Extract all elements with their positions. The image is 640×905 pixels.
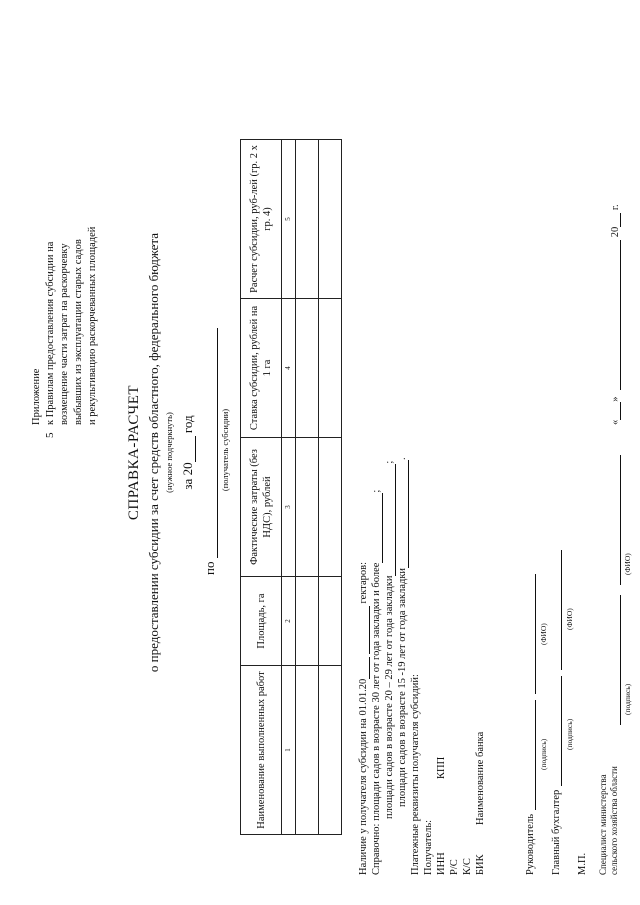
year-prefix: за 20: [180, 462, 195, 490]
specialist-sign-blank[interactable]: [609, 595, 621, 725]
reference-text-1: Справочно: площади садов в возрасте 30 лет от года закладки и более: [371, 562, 382, 875]
kpp-label: КПП: [436, 756, 447, 779]
header-cell-works: Наименование выполненных работ: [241, 666, 282, 835]
table-cell[interactable]: [296, 140, 319, 299]
availability-text: Наличие у получателя субсидии на 01.01.20: [358, 678, 369, 875]
document-page: [30, 30, 632, 875]
table-cell[interactable]: [296, 438, 319, 577]
specialist-fio-blank[interactable]: [609, 455, 621, 585]
ks-label: К/С: [462, 858, 473, 875]
accountant-fio-blank[interactable]: [550, 550, 562, 670]
table-cell[interactable]: [296, 577, 319, 666]
availability-year-blank[interactable]: [358, 657, 370, 679]
inn-line: [435, 457, 448, 875]
inn-label: ИНН: [436, 852, 447, 875]
table-cell[interactable]: [319, 299, 342, 438]
bik-label: БИК: [475, 854, 486, 875]
number-cell: 2: [282, 577, 296, 666]
appendix-line: и рекультивацию раскорчеванных площадей: [87, 226, 98, 425]
reference-end-1: ;: [371, 489, 382, 493]
date-year-prefix: 20: [610, 226, 621, 238]
year-blank[interactable]: [182, 436, 196, 462]
subsidy-table: [240, 139, 342, 835]
number-cell: 1: [282, 666, 296, 835]
availability-line: [357, 457, 370, 875]
rs-label: Р/С: [449, 859, 460, 875]
appendix-line: Приложение: [31, 368, 42, 425]
stamp-place: М.П.: [577, 852, 588, 875]
table-cell[interactable]: [319, 577, 342, 666]
recipient-line: [202, 328, 218, 575]
number-cell: 4: [282, 299, 296, 438]
head-fio-note: (ФИО): [539, 623, 548, 645]
number-cell: 3: [282, 438, 296, 577]
reference-end-2: ;: [384, 460, 395, 464]
head-sign-note: (подпись): [539, 738, 548, 770]
document-subtitle: о предоставлении субсидии за счет средств областного, федерального бюджета: [146, 232, 161, 673]
specialist-fio-note: (ФИО): [623, 553, 632, 575]
reference-blank-1[interactable]: [371, 493, 383, 563]
head-label: Руководитель: [525, 814, 536, 875]
specialist-sign-note: (подпись): [623, 683, 632, 715]
bank-label: Наименование банка: [475, 731, 486, 825]
table-number-row: [282, 140, 296, 835]
accountant-sign-note: (подпись): [565, 718, 574, 750]
reference-blank-3[interactable]: [397, 460, 409, 568]
appendix-line: выбывших из эксплуатации старых садов: [73, 239, 84, 425]
table-cell[interactable]: [319, 666, 342, 835]
accountant-sign-blank[interactable]: [550, 676, 562, 786]
head-sign-blank[interactable]: [524, 700, 536, 810]
appendix-block: [30, 25, 100, 425]
table-row: [319, 140, 342, 835]
subtitle-note: (нужное подчеркнуть): [164, 412, 174, 493]
reference-text-2: площади садов в возрасте 20 – 29 лет от года закладки: [384, 575, 395, 819]
availability-unit: гектаров:: [358, 561, 369, 604]
date-day-blank[interactable]: [609, 402, 621, 420]
head-fio-blank[interactable]: [524, 574, 536, 694]
header-cell-rate: Ставка субсидии, рублей на 1 га: [241, 299, 282, 438]
specialist-line-2: сельского хозяйства области: [609, 766, 619, 875]
date-year-blank[interactable]: [609, 213, 621, 227]
document-title: СПРАВКА-РАСЧЕТ: [126, 384, 142, 521]
appendix-line: возмещение части затрат на раскорчевку: [59, 243, 70, 425]
page-number: 5: [44, 432, 56, 438]
date-open-quote: «: [610, 419, 621, 425]
reference-end-3: .: [397, 457, 408, 460]
date-suffix: г.: [610, 204, 621, 211]
appendix-line: к Правилам предоставления субсидии на: [45, 241, 56, 425]
header-cell-calc: Расчет субсидии, руб-лей (гр. 2 x гр. 4): [241, 140, 282, 299]
bik-line: [474, 457, 487, 875]
table-header-row: [241, 140, 282, 835]
table-cell[interactable]: [296, 666, 319, 835]
receiver-label: Получатель:: [423, 819, 434, 875]
head-signature: [524, 574, 536, 875]
table-cell[interactable]: [319, 438, 342, 577]
specialist-signature: [609, 455, 621, 725]
table-cell[interactable]: [319, 140, 342, 299]
accountant-signature: [550, 550, 562, 875]
year-suffix: год: [180, 415, 195, 434]
reference-line-2: [383, 457, 396, 875]
header-cell-costs: Фактические затраты (без НДС), рублей: [241, 438, 282, 577]
availability-area-blank[interactable]: [358, 606, 370, 654]
header-cell-area: Площадь, га: [241, 577, 282, 666]
reference-text-3: площади садов в возрасте 15 -19 лет от года закладки: [397, 567, 408, 807]
date-close-quote: »: [610, 396, 621, 402]
specialist-label: [598, 766, 620, 875]
specialist-line-1: Специалист министерства: [598, 774, 608, 875]
payment-heading: Платежные реквизиты получателя субсидий:: [410, 674, 421, 875]
recipient-prefix: по: [202, 561, 217, 575]
reference-line-1: [370, 457, 383, 875]
details-block: [357, 457, 487, 875]
recipient-blank[interactable]: [204, 328, 218, 558]
number-cell: 5: [282, 140, 296, 299]
date-month-blank[interactable]: [609, 240, 621, 390]
accountant-label: Главный бухгалтер: [551, 789, 562, 875]
table-row: [296, 140, 319, 835]
year-line: [180, 30, 196, 875]
table-cell[interactable]: [296, 299, 319, 438]
recipient-note: (получатель субсидии): [220, 408, 230, 492]
date-line: [609, 204, 621, 425]
reference-line-3: [396, 457, 409, 875]
accountant-fio-note: (ФИО): [565, 608, 574, 630]
reference-blank-2[interactable]: [384, 464, 396, 576]
